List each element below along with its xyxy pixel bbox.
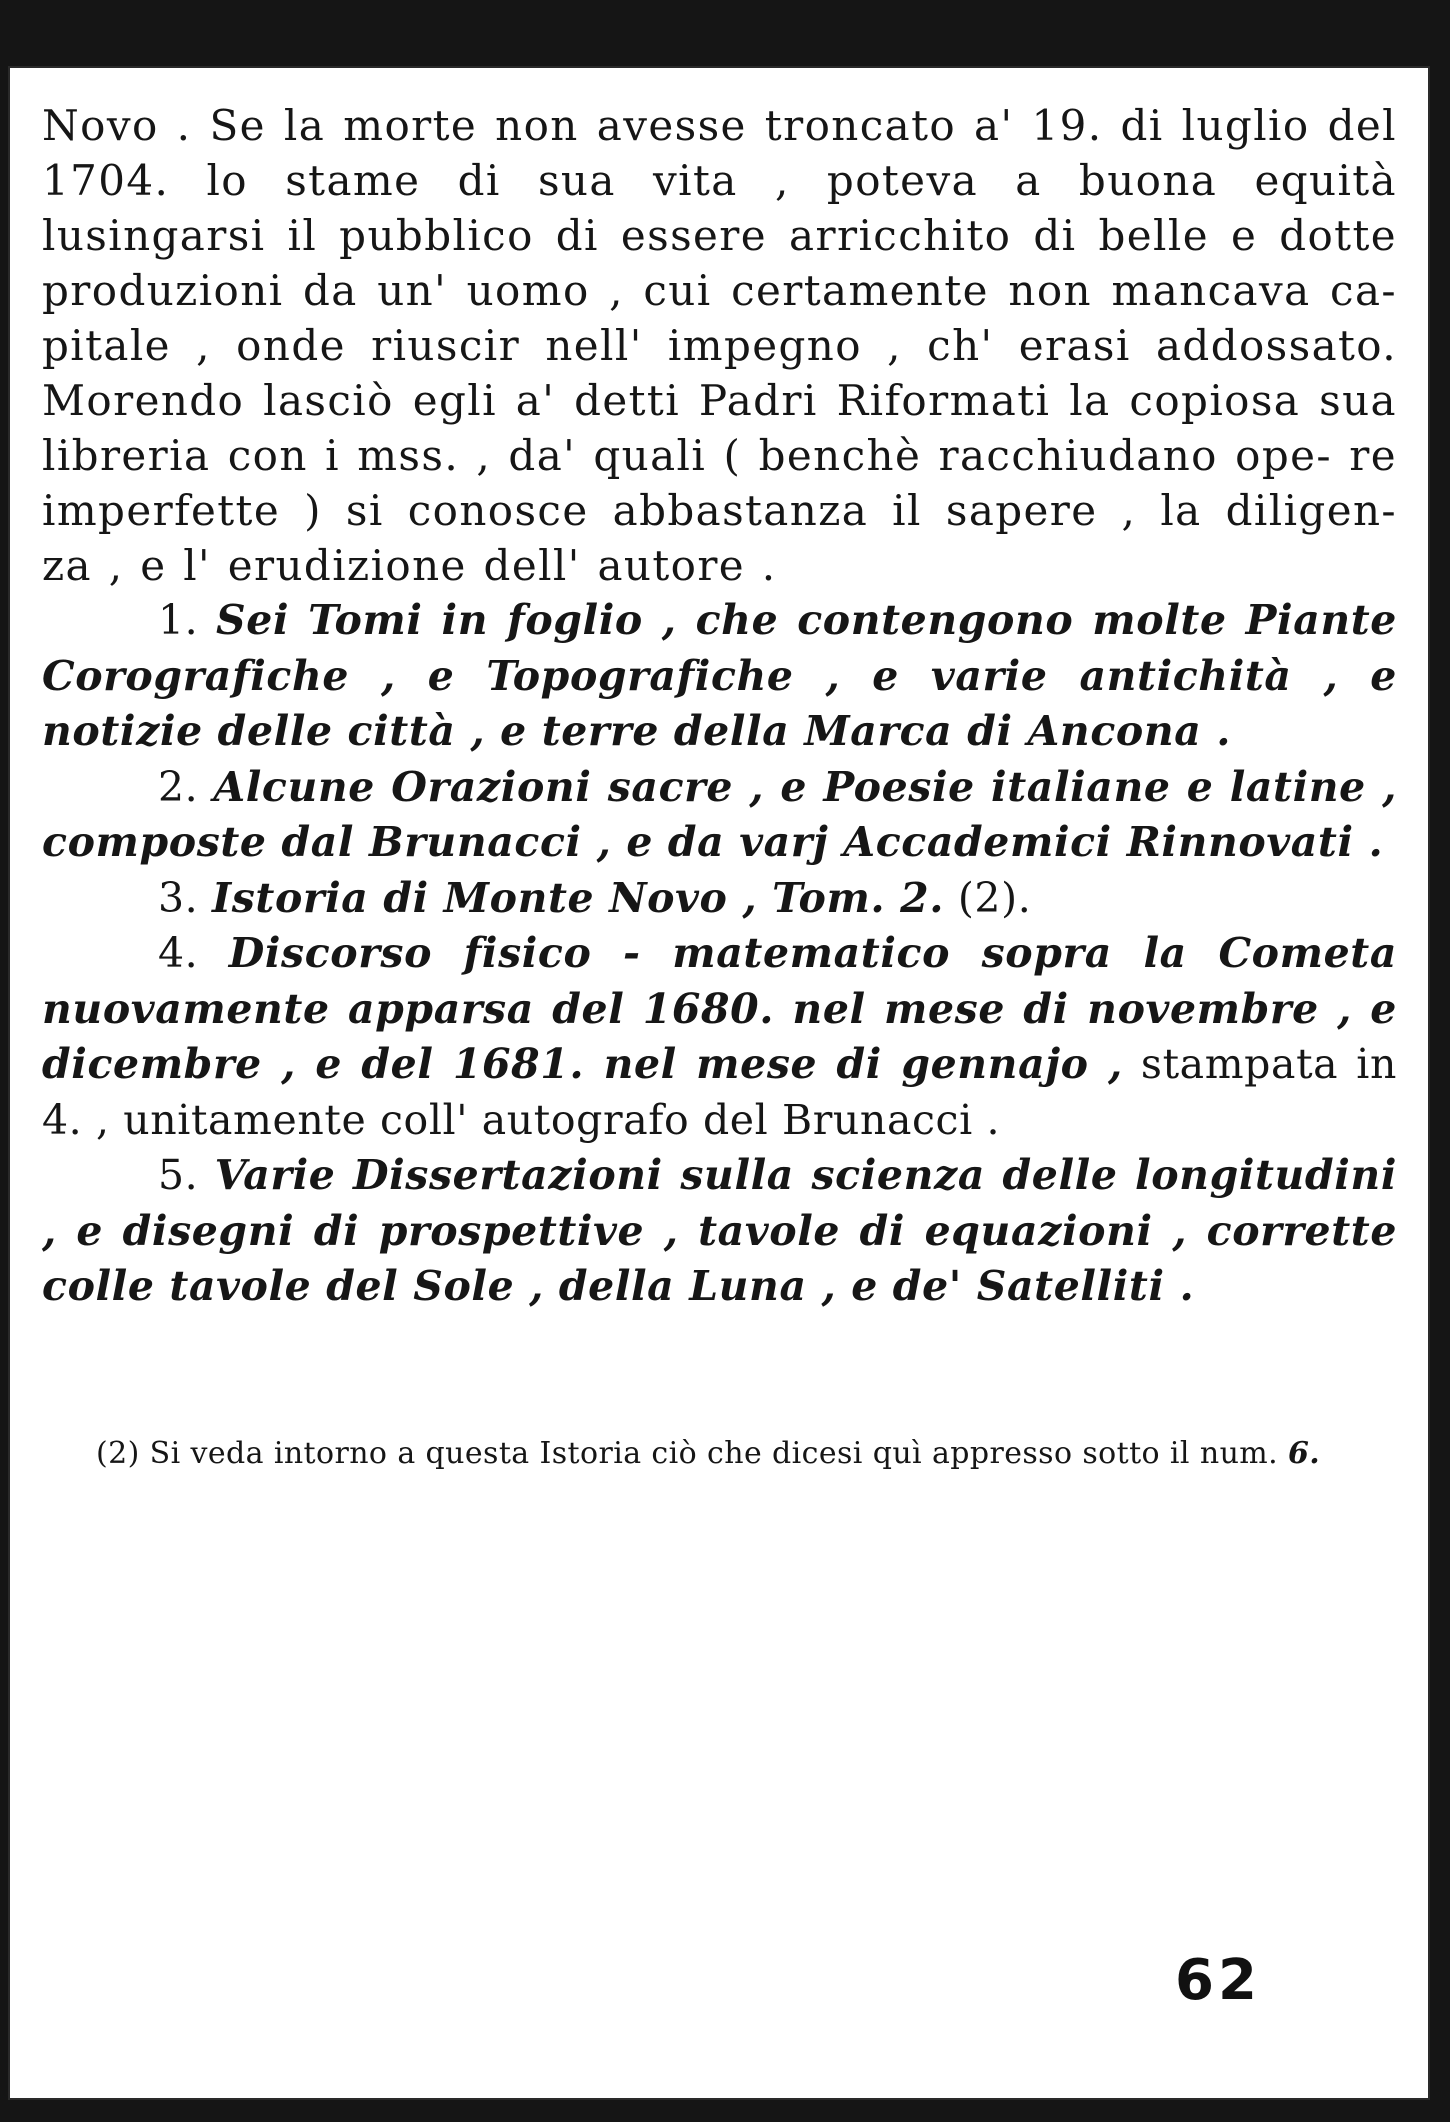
text-line: del 1704. lo stame di sua vita , poteva a buona equità (42, 101, 1397, 205)
text-line: re imperfette ) si conosce abbastanza il sapere , la diligen- (42, 431, 1397, 535)
text-line: za , e l' erudizione dell' autore . (42, 541, 777, 590)
list-item (42, 871, 1397, 927)
text-line: Morendo lasciò egli a' detti Padri Riformati la copiosa (42, 376, 1301, 425)
item-title: Discorso fisico - matematico sopra la Cometa nuovamente apparsa del 1680. nel mese di novembre , e dicembre , e del 1681. nel mese di gennajo , (42, 929, 1397, 1088)
item-number: 5. (158, 1151, 199, 1199)
list-item (42, 593, 1397, 760)
text-line: pitale , onde riuscir nell' impegno , ch' erasi addossato. (42, 321, 1397, 370)
item-number: 3. (158, 873, 199, 922)
item-number: 2. (158, 762, 199, 811)
item-note: (2). (944, 873, 1032, 922)
book-page (10, 68, 1428, 2098)
list-item (42, 926, 1397, 1148)
item-title: Varie Dissertazioni sulla scienza delle longitudini , e disegni di prospettive , tavole di equazioni , corrette colle tavole del Sole , della Luna , e de' Satelliti . (42, 1151, 1397, 1310)
page-number: 62 (1175, 1948, 1261, 2013)
main-text (42, 98, 1397, 1315)
list-item (42, 760, 1397, 871)
text-line: sua libreria con i mss. , da' quali ( benchè racchiudano ope- (42, 376, 1397, 480)
footnote (42, 1434, 1382, 1474)
item-title: Istoria di Monte Novo , Tom. 2. (211, 873, 945, 922)
text-line: Novo . Se la morte non avesse troncato a' 19. di luglio (42, 101, 1310, 150)
footnote-text: (2) Si veda intorno a questa Istoria ciò che dicesi quì appresso sotto il num. (96, 1436, 1279, 1471)
text-line: lusingarsi il pubblico di essere arricchito di belle e dotte (42, 211, 1397, 260)
intro-paragraph (42, 98, 1397, 593)
text-line: produzioni da un' uomo , cui certamente non mancava ca- (42, 266, 1397, 315)
list-item (42, 1148, 1397, 1315)
footnote-number: 6. (1288, 1436, 1321, 1471)
item-number: 1. (158, 596, 199, 644)
item-note: stampata in 4. , unitamente coll' autografo del Brunacci . (42, 1040, 1397, 1144)
item-number: 4. (158, 929, 199, 977)
item-title: Sei Tomi in foglio , che contengono molte Piante Corografiche , e Topografiche , e varie antichità , e notizie delle città , e terre della Marca di Ancona . (42, 596, 1397, 755)
item-title: Alcune Orazioni sacre , e Poesie italiane e latine , composte dal Brunacci , e da varj Accademici Rinnovati . (42, 762, 1397, 866)
